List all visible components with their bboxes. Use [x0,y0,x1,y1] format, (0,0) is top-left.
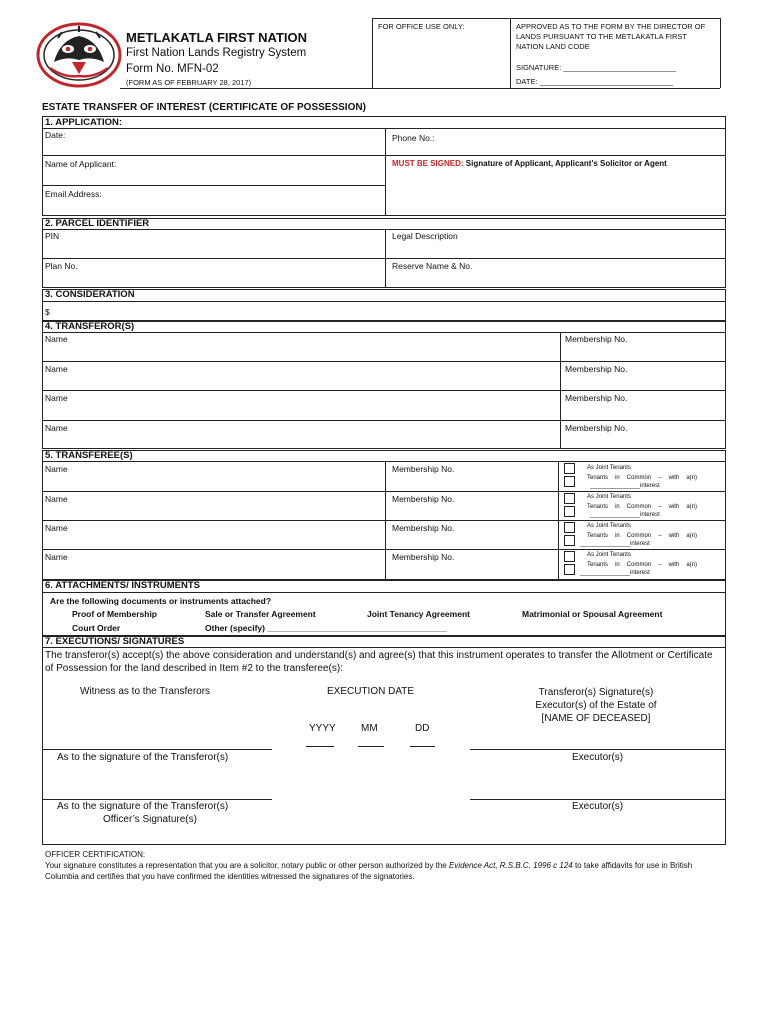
transferee-name-field[interactable]: Name [45,523,68,533]
year-label: YYYY [309,723,336,734]
executor-signature-line[interactable] [470,749,726,750]
execution-date-label: EXECUTION DATE [327,686,415,697]
tenants-in-common-checkbox[interactable] [564,535,575,546]
court-order-option[interactable]: Court Order [72,623,121,633]
joint-tenants-label: As Joint Tenants [587,552,631,558]
consideration-amount-field[interactable]: $ [45,307,50,317]
signature-line[interactable]: SIGNATURE: ___________________________ [516,63,676,72]
tenants-in-common-label: Tenants in Common – with a(n) [587,562,697,568]
joint-tenants-checkbox[interactable] [564,551,575,562]
tenants-in-common-checkbox[interactable] [564,564,575,575]
section-4-heading: 4. TRANSFEROR(S) [45,321,135,332]
matrimonial-agreement-option[interactable]: Matrimonial or Spousal Agreement [522,609,663,619]
joint-tenancy-option[interactable]: Joint Tenancy Agreement [367,609,470,619]
applicant-name-field[interactable]: Name of Applicant: [45,159,117,169]
transferee-name-field[interactable]: Name [45,494,68,504]
phone-field[interactable]: Phone No.: [392,133,435,143]
form-number: Form No. MFN-02 [126,63,219,75]
interest-field[interactable]: _______________interest [590,512,660,518]
day-label: DD [415,723,430,734]
witness-signature-line[interactable] [42,749,272,750]
witness-label: Witness as to the Transferors [80,686,211,697]
plan-number-field[interactable]: Plan No. [45,261,78,271]
section-5-heading: 5. TRANSFEREE(S) [45,450,133,461]
transferor-signature-label [470,686,722,725]
transferee-name-field[interactable]: Name [45,552,68,562]
month-input-line[interactable] [358,746,384,747]
transferor-membership-field[interactable]: Membership No. [565,334,628,344]
joint-tenants-checkbox[interactable] [564,522,575,533]
approval-text: APPROVED AS TO THE FORM BY THE DIRECTOR OF LANDS PURSUANT TO THE METLAKATLA FIRST NATION LAND CODE [516,22,706,51]
as-to-signature-label: As to the signature of the Transferor(s) [57,801,229,812]
form-date: (FORM AS OF FEBRUARY 28, 2017) [126,78,252,87]
deceased-name-placeholder: [NAME OF DECEASED] [541,713,651,724]
transferor-name-field[interactable]: Name [45,364,68,374]
transferor-membership-field[interactable]: Membership No. [565,423,628,433]
certification-text-part-1: Your signature constitutes a representation that you are a solicitor, notary public or other person authorized by the [45,861,449,870]
date-field[interactable]: Date: [45,130,66,140]
joint-tenants-checkbox[interactable] [564,493,575,504]
transferee-name-field[interactable]: Name [45,464,68,474]
section-3-heading: 3. CONSIDERATION [45,289,135,300]
date-line[interactable]: DATE: ________________________________ [516,77,674,86]
transferor-membership-field[interactable]: Membership No. [565,393,628,403]
day-input-line[interactable] [410,746,435,747]
tenants-in-common-label: Tenants in Common – with a(n) [587,533,697,539]
reserve-name-field[interactable]: Reserve Name & No. [392,261,473,271]
sale-agreement-option[interactable]: Sale or Transfer Agreement [205,609,316,619]
form-title: ESTATE TRANSFER OF INTEREST (CERTIFICATE OF POSSESSION) [42,102,366,113]
signature-instruction: Signature of Applicant, Applicant’s Solicitor or Agent [463,159,667,168]
transferor-name-field[interactable]: Name [45,334,68,344]
applicant-signature-field[interactable] [392,159,667,168]
joint-tenants-label: As Joint Tenants [587,465,631,471]
transferee-membership-field[interactable]: Membership No. [392,464,455,474]
executor-signature-line[interactable] [470,799,726,800]
witness-signature-line[interactable] [42,799,272,800]
interest-field[interactable]: _______________interest [580,541,650,547]
section-6-heading: 6. ATTACHMENTS/ INSTRUMENTS [45,580,200,591]
tenants-in-common-checkbox[interactable] [564,506,575,517]
other-specify-field[interactable]: Other (specify) ______________________________________ [205,623,447,633]
officer-signature-label: Officer’s Signature(s) [103,814,197,825]
joint-tenants-checkbox[interactable] [564,463,575,474]
interest-field[interactable]: _______________interest [590,483,660,489]
transferor-name-field[interactable]: Name [45,393,68,403]
interest-field[interactable]: _______________interest [580,570,650,576]
section-2-heading: 2. PARCEL IDENTIFIER [45,218,150,229]
transferor-signature-title: Transferor(s) Signature(s) [538,687,654,698]
transferor-name-field[interactable]: Name [45,423,68,433]
proof-of-membership-option[interactable]: Proof of Membership [72,609,158,619]
joint-tenants-label: As Joint Tenants [587,523,631,529]
executor-of-estate-label: Executor(s) of the Estate of [535,700,657,711]
tenants-in-common-checkbox[interactable] [564,476,575,487]
officer-certification-text [45,860,725,882]
joint-tenants-label: As Joint Tenants [587,494,631,500]
attachments-question: Are the following documents or instruments attached? [50,596,272,606]
year-input-line[interactable] [306,746,334,747]
officer-certification-heading: OFFICER CERTIFICATION: [45,850,146,859]
as-to-signature-label: As to the signature of the Transferor(s) [57,752,229,763]
pin-field[interactable]: PIN [45,231,60,241]
metlakatla-logo [36,22,122,88]
transfer-statement: The transferor(s) accept(s) the above consideration and understand(s) and agree(s) that this instrument operates to transfer the Allotment or Certificate of Possession for the land described in Item #2 to the transferee(s): [45,650,713,674]
office-use-label: FOR OFFICE USE ONLY: [378,22,465,31]
transferee-membership-field[interactable]: Membership No. [392,523,455,533]
executors-label: Executor(s) [572,801,624,812]
tenants-in-common-label: Tenants in Common – with a(n) [587,475,697,481]
executors-label: Executor(s) [572,752,624,763]
evidence-act-reference: Evidence Act, R.S.B.C. 1996 c 124 [448,861,573,870]
org-name: METLAKATLA FIRST NATION [126,30,308,45]
system-name: First Nation Lands Registry System [126,47,307,59]
email-field[interactable]: Email Address: [45,189,102,199]
transferee-membership-field[interactable]: Membership No. [392,494,455,504]
certification-text-part-2: to take affidavits for use in British Columbia and certifies that you have confirmed the identities witnessed the signatures of the signatories. [45,861,693,881]
transferee-membership-field[interactable]: Membership No. [392,552,455,562]
tenants-in-common-label: Tenants in Common – with a(n) [587,504,697,510]
must-be-signed-label: MUST BE SIGNED: [392,159,464,168]
transferor-membership-field[interactable]: Membership No. [565,364,628,374]
month-label: MM [361,723,378,734]
legal-description-field[interactable]: Legal Description [392,231,458,241]
section-7-heading: 7. EXECUTIONS/ SIGNATURES [45,636,185,647]
section-1-heading: 1. APPLICATION: [45,117,123,128]
